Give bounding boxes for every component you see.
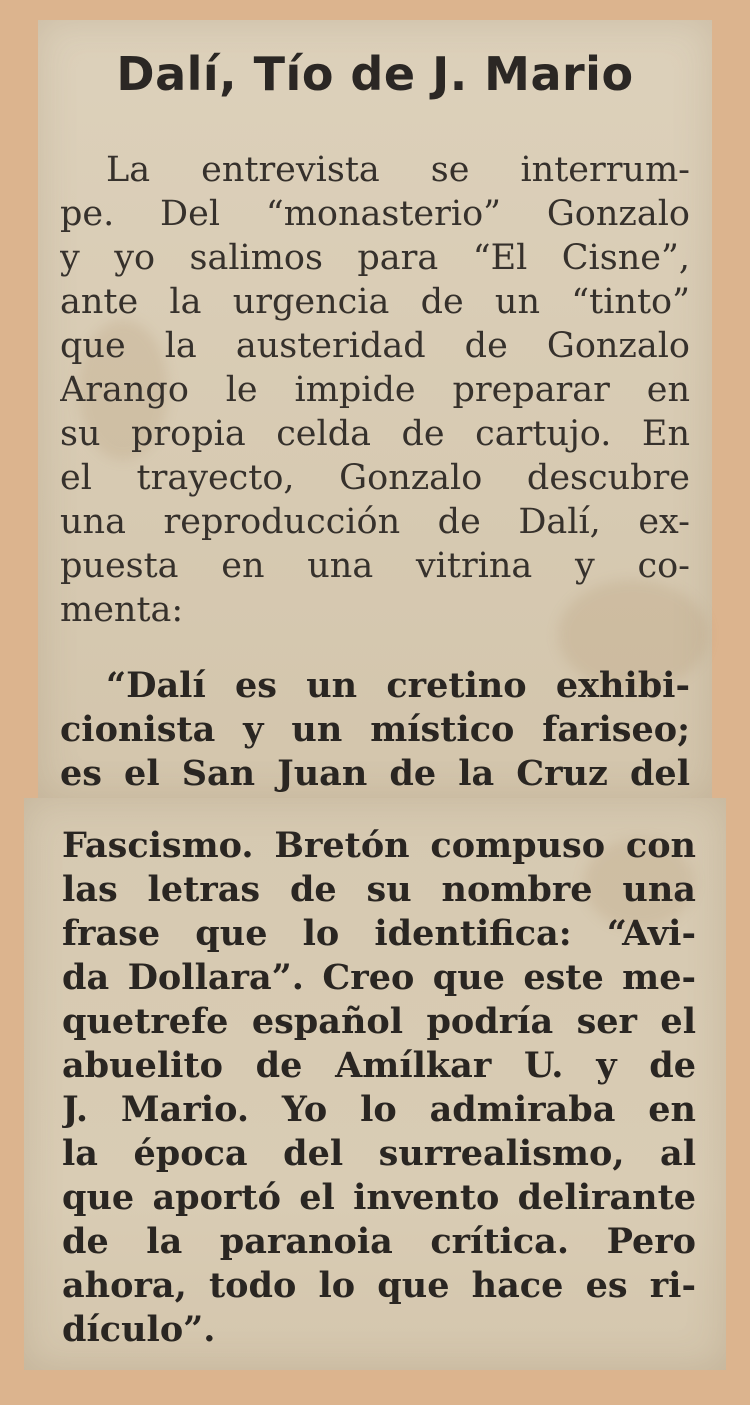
text-line: dículo”. — [62, 1309, 216, 1350]
text-line: que la austeridad de Gonzalo — [60, 326, 690, 366]
article-quote-continuation — [62, 824, 696, 1352]
text-line: Fascismo. Bretón compuso con — [62, 825, 696, 866]
text-line: la época del surrealismo, al — [62, 1133, 696, 1174]
text-line: frase que lo identifica: “Avi- — [62, 913, 696, 954]
text-line: J. Mario. Yo lo admiraba en — [62, 1089, 696, 1130]
text-line: quetrefe español podría ser el — [62, 1001, 696, 1042]
text-line: y yo salimos para “El Cisne”, — [60, 238, 690, 278]
text-line: La entrevista se interrum- — [106, 150, 690, 190]
text-line: que aportó el invento delirante — [62, 1177, 696, 1218]
text-line: cionista y un místico fariseo; — [60, 709, 690, 750]
text-line: pe. Del “monasterio” Gonzalo — [60, 194, 690, 234]
text-line: es el San Juan de la Cruz del — [60, 753, 690, 794]
text-line: menta: — [60, 590, 184, 630]
text-line: el trayecto, Gonzalo descubre — [60, 458, 690, 498]
text-line: ahora, todo lo que hace es ri- — [62, 1265, 696, 1306]
text-line: “Dalí es un cretino exhibi- — [106, 665, 690, 706]
article-paragraph-1 — [60, 148, 690, 632]
text-line: ante la urgencia de un “tinto” — [60, 282, 690, 322]
text-line: puesta en una vitrina y co- — [60, 546, 690, 586]
text-line: las letras de su nombre una — [62, 869, 696, 910]
article-quote-start — [60, 664, 690, 796]
article-headline: Dalí, Tío de J. Mario — [116, 47, 634, 101]
text-line: su propia celda de cartujo. En — [60, 414, 690, 454]
text-line: una reproducción de Dalí, ex- — [60, 502, 690, 542]
text-line: de la paranoia crítica. Pero — [62, 1221, 696, 1262]
text-line: Arango le impide preparar en — [60, 370, 690, 410]
text-line: da Dollara”. Creo que este me- — [62, 957, 696, 998]
text-line: abuelito de Amílkar U. y de — [62, 1045, 696, 1086]
